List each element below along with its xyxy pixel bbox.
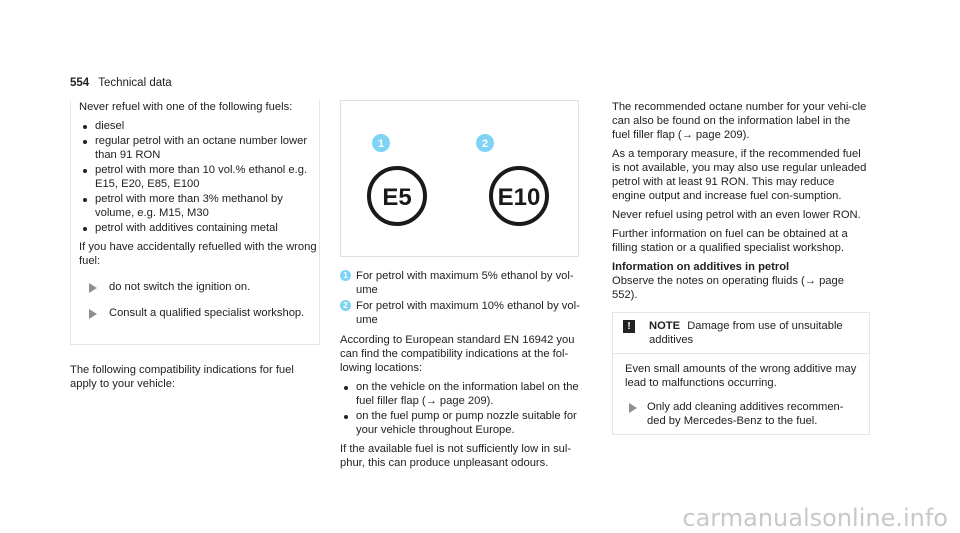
legend-text: For petrol with maximum 10% ethanol by vol-ume [356,300,580,326]
indications-intro: The following compatibility indications for fuel apply to your vehicle: [70,364,294,390]
arrow-right-icon [89,309,97,319]
instruction-text: Consult a qualified specialist workshop. [109,307,305,319]
standard-text: According to European standard EN 16942 you can find the compatibility indications at the fol-lowing locations: [340,334,575,374]
locations-list [340,380,595,437]
legend-text: For petrol with maximum 5% ethanol by vol-ume [356,270,574,296]
list-item: petrol with more than 10 vol.% ethanol e.g. E15, E20, E85, E100 [79,163,319,191]
callout-1-number: 1 [377,138,385,150]
list-item: diesel [79,119,319,133]
additives-heading: Information on additives in petrol [612,261,790,273]
list-item: on the fuel pump or pump nozzle suitable for your vehicle throughout Europe. [340,409,595,437]
column-1 [70,100,320,396]
note-title: NOTE [649,320,681,332]
list-item: petrol with additives containing metal [79,221,319,235]
column-3 [612,100,870,435]
e5-label: E5 [382,184,412,211]
legend-item [340,299,595,327]
legend-item [340,269,595,297]
list-item: regular petrol with an octane number lower than 91 RON [79,134,319,162]
instruction-text: do not switch the ignition on. [109,281,251,293]
legend-badge: 2 [340,300,351,311]
forbidden-fuels-list [79,119,319,235]
section-title: Technical data [98,77,172,89]
page-header [70,76,172,90]
instruction-step [79,306,319,320]
exclamation-icon: ! [623,320,635,333]
temporary-text: As a temporary measure, if the recommended fuel is not available, you may also use regular unleaded petrol with at least 91 RON. This may reduce engine output and increase fuel con-sumption. [612,148,867,202]
instruction-text: Only add cleaning additives recommen-ded by Mercedes-Benz to the fuel. [647,401,844,427]
note-header [613,313,869,354]
callout-2-number: 2 [481,138,489,150]
list-item: on the vehicle on the information label on the fuel filler flap (→ page 209). [340,380,595,408]
fuel-label-figure [340,100,579,257]
arrow-right-icon [89,283,97,293]
page-number: 554 [70,77,90,89]
fuel-labels-svg [341,101,578,256]
watermark: carmanualsonline.info [682,504,948,532]
note-box [612,312,870,435]
instruction-step [79,280,319,294]
column-2 [340,100,595,475]
warning-box [70,100,320,345]
fuels-intro: Never refuel with one of the following fuels: [79,101,293,113]
note-body [613,354,869,434]
instruction-step [625,400,861,428]
octane-text: The recommended octane number for your vehi-cle can also be found on the information label in the fuel filler flap (→ page 209). [612,101,867,141]
sulphur-text: If the available fuel is not sufficiently low in sul-phur, this can produce unpleasant odours. [340,443,572,469]
further-info-text: Further information on fuel can be obtained at a filling station or a qualified specialist workshop. [612,228,848,254]
e10-label: E10 [497,184,541,211]
wrong-fuel-text: If you have accidentally refuelled with the wrong fuel: [79,241,317,267]
never-lower-text: Never refuel using petrol with an even lower RON. [612,209,861,221]
note-title-text: Damage from use of unsuitable additives [649,320,843,346]
arrow-right-icon [629,403,637,413]
legend-badge: 1 [340,270,351,281]
list-item: petrol with more than 3% methanol by volume, e.g. M15, M30 [79,192,319,220]
additives-text: Observe the notes on operating fluids (→ page 552). [612,275,844,301]
note-text: Even small amounts of the wrong additive may lead to malfunctions occurring. [625,363,857,389]
